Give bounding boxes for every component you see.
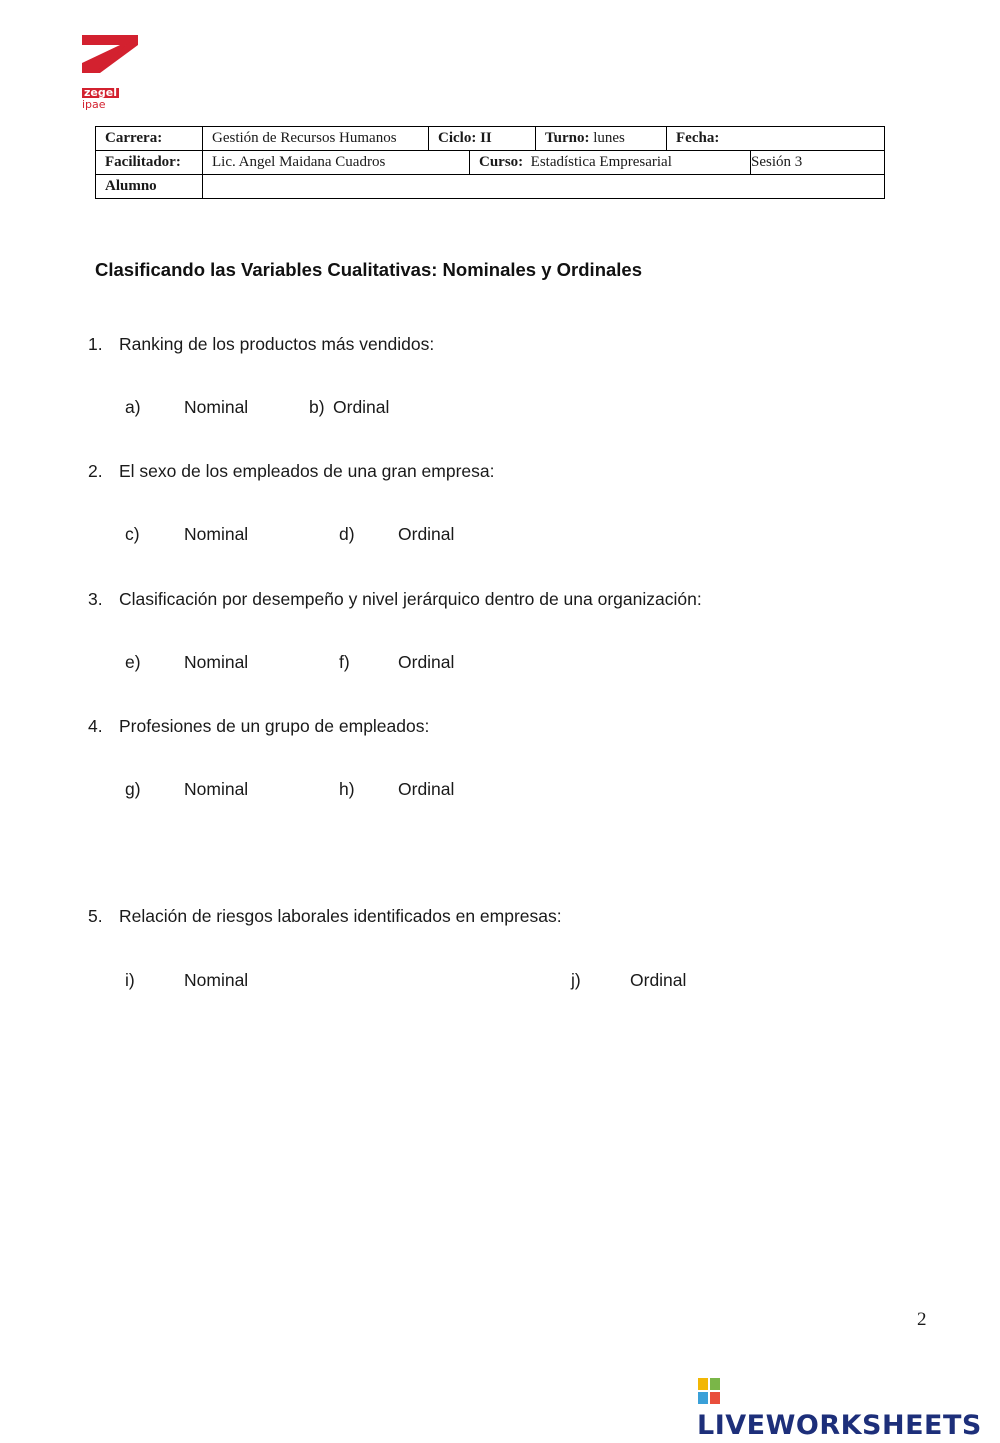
sesion-value: Sesión 3 — [751, 151, 885, 175]
question-5: 5. Relación de riesgos laborales identificados en empresas: — [88, 906, 562, 926]
facilitador-value: Lic. Angel Maidana Cuadros — [203, 151, 470, 175]
option-letter-i: i) — [125, 970, 135, 990]
curso-label: Curso: — [479, 154, 524, 170]
question-2: 2. El sexo de los empleados de una gran empresa: — [88, 461, 495, 481]
option-b-ordinal[interactable]: Ordinal — [333, 397, 390, 417]
curso-value: Estadística Empresarial — [530, 154, 672, 170]
course-info-table — [95, 126, 885, 199]
ciclo-label: Ciclo: II — [429, 127, 536, 151]
curso-cell — [470, 151, 751, 175]
option-j-ordinal[interactable]: Ordinal — [630, 970, 687, 990]
option-letter-b: b) — [309, 397, 325, 417]
page-number: 2 — [917, 1309, 927, 1330]
fecha-label: Fecha: — [667, 127, 885, 151]
option-d-ordinal[interactable]: Ordinal — [398, 524, 455, 544]
question-4: 4. Profesiones de un grupo de empleados: — [88, 716, 430, 736]
facilitador-label: Facilitador: — [96, 151, 203, 175]
option-g-nominal[interactable]: Nominal — [184, 779, 249, 799]
alumno-label: Alumno — [96, 175, 203, 199]
carrera-label: Carrera: — [96, 127, 203, 151]
logo-wordmark: zegel ipae — [82, 86, 117, 111]
liveworksheets-watermark: LIVEWORKSHEETS — [697, 1375, 1000, 1443]
option-i-nominal[interactable]: Nominal — [184, 970, 249, 990]
option-letter-d: d) — [339, 524, 355, 544]
worksheet-title: Clasificando las Variables Cualitativas: Nominales y Ordinales — [95, 259, 642, 280]
option-letter-j: j) — [571, 970, 581, 990]
turno-cell — [536, 127, 667, 151]
option-letter-c: c) — [125, 524, 140, 544]
question-1: 1. Ranking de los productos más vendidos: — [88, 334, 435, 354]
option-letter-g: g) — [125, 779, 141, 799]
option-e-nominal[interactable]: Nominal — [184, 652, 249, 672]
option-f-ordinal[interactable]: Ordinal — [398, 652, 455, 672]
option-letter-h: h) — [339, 779, 355, 799]
alumno-field[interactable] — [203, 175, 885, 199]
option-letter-e: e) — [125, 652, 141, 672]
carrera-value: Gestión de Recursos Humanos — [203, 127, 429, 151]
turno-label: Turno: — [545, 130, 590, 146]
option-c-nominal[interactable]: Nominal — [184, 524, 249, 544]
turno-value: lunes — [593, 130, 625, 146]
option-letter-f: f) — [339, 652, 350, 672]
option-letter-a: a) — [125, 397, 141, 417]
question-3: 3. Clasificación por desempeño y nivel jerárquico dentro de una organización: — [88, 589, 702, 609]
liveworksheets-logo-icon — [697, 1377, 721, 1405]
option-a-nominal[interactable]: Nominal — [184, 397, 249, 417]
option-h-ordinal[interactable]: Ordinal — [398, 779, 455, 799]
